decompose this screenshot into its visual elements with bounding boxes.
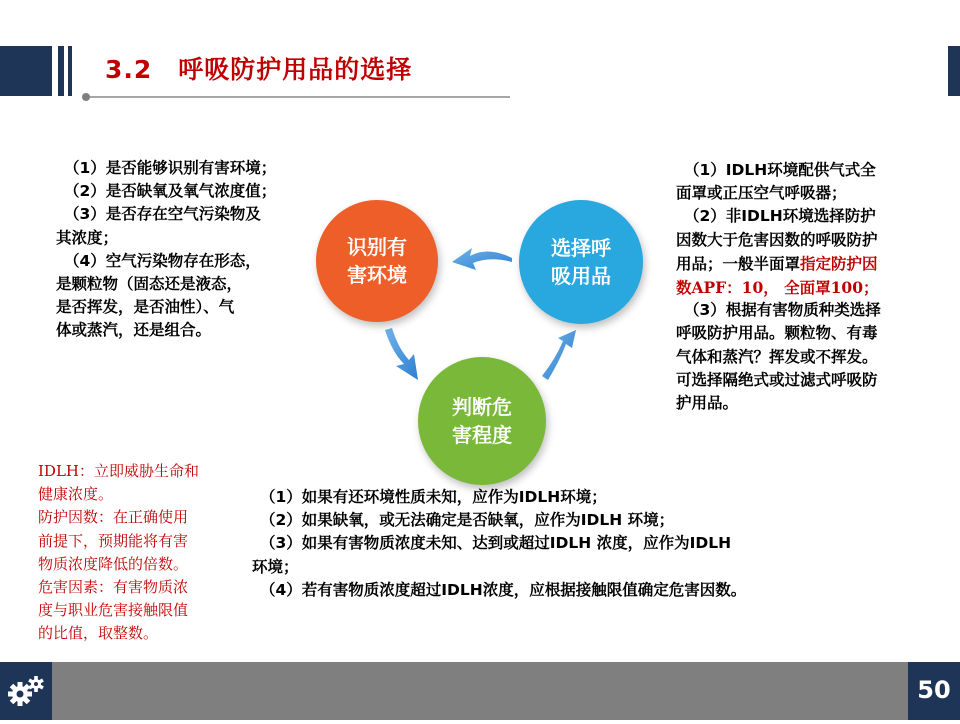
text-line: 气体和蒸汽？挥发或不挥发。 (676, 347, 878, 366)
apf-highlight: 数APF：10， 全面罩100； (676, 278, 879, 298)
note-line: 前提下，预期能将有害 (38, 531, 189, 550)
apf-highlight: 指定防护因 (800, 253, 878, 273)
text-line: 是否挥发，是否油性）、气 (56, 298, 235, 317)
note-line: 度与职业危害接触限值 (38, 601, 189, 620)
circle-label: 害程度 (452, 423, 512, 447)
note-line: 的比值，取整数。 (38, 624, 159, 643)
text-line: 是颗粒物（固态还是液态， (56, 275, 243, 294)
text-line: （1）IDLH环境配供气式全 (684, 161, 876, 179)
text-line: （2）是否缺氧及氧气浓度值； (64, 182, 277, 201)
text-line: （3）是否存在空气污染物及 (64, 205, 261, 224)
text-line: （1）是否能够识别有害环境； (64, 159, 277, 177)
page-number: 50 (917, 676, 951, 704)
note-line: 健康浓度。 (38, 485, 114, 504)
text-line: 呼吸防护用品。颗粒物、有毒 (676, 324, 878, 343)
text-line: （3）根据有害物质种类选择 (684, 301, 881, 320)
text-line: 体或蒸汽，还是组合。 (56, 321, 212, 340)
note-line: 危害因素：有害物质浓 (38, 578, 189, 597)
text-line: （3）如果有害物质浓度未知、达到或超过IDLH 浓度，应作为IDLH (260, 534, 732, 553)
circle-label: 判断危 (452, 395, 512, 419)
circle-label: 识别有 (347, 235, 407, 259)
text-line: （2）非IDLH环境选择防护 (684, 207, 876, 226)
note-line: 防护因数：在正确使用 (38, 508, 189, 527)
circle-label: 害环境 (347, 263, 407, 287)
circle-select-equipment (519, 200, 643, 324)
text-line: （1）如果有还环境性质未知，应作为IDLH环境； (260, 488, 607, 506)
text-line: 因数大于危害因数的呼吸防护 (676, 230, 878, 249)
text-span: 用品；一般半面罩 (676, 254, 801, 273)
slide-title: 3.2 呼吸防护用品的选择 (105, 55, 413, 84)
arrow-judge-to-select (542, 330, 576, 380)
circle-label: 吸用品 (551, 264, 611, 288)
text-line: 环境； (252, 557, 299, 576)
selection-rules-text (676, 159, 934, 415)
definition-notes (38, 460, 230, 646)
gears-icon (0, 662, 52, 720)
text-line (676, 252, 934, 276)
footer-bar (0, 662, 960, 720)
circle-identify-environment (316, 200, 438, 322)
text-line: （2）如果缺氧，或无法确定是否缺氧，应作为IDLH 环境； (260, 511, 675, 530)
text-line: 面罩或正压空气呼吸器； (676, 184, 847, 203)
text-line: 其浓度； (56, 228, 119, 247)
note-line: IDLH：立即威胁生命和 (38, 462, 199, 480)
text-line: 可选择隔绝式或过滤式呼吸防 (676, 370, 878, 389)
arrow-select-to-identify (452, 248, 512, 270)
circle-label: 选择呼 (551, 236, 611, 260)
circle-judge-hazard (418, 357, 546, 485)
text-line: 护用品。 (676, 394, 739, 413)
footer-left-block (0, 662, 52, 720)
text-line: （4）若有害物质浓度超过IDLH浓度，应根据接触限值确定危害因数。 (260, 580, 747, 599)
text-line: （4）空气污染物存在形态， (64, 251, 261, 270)
note-line: 物质浓度降低的倍数。 (38, 554, 189, 573)
arrow-identify-to-judge (385, 328, 418, 380)
hazard-judgement-text (252, 486, 837, 602)
